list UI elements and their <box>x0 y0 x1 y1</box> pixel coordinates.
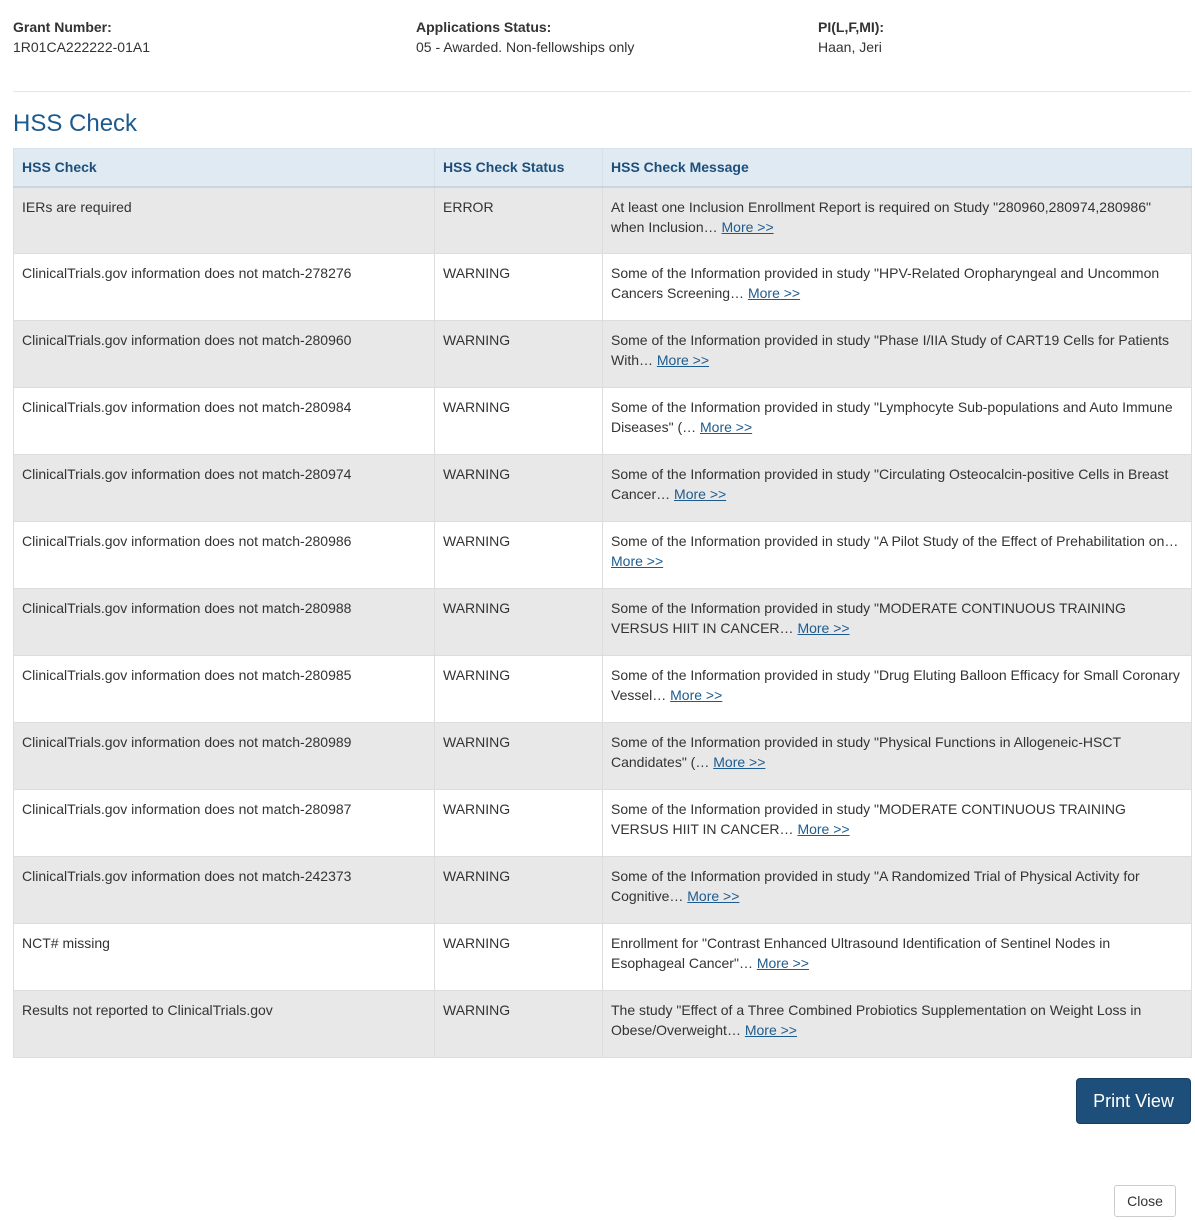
table-row <box>14 321 1192 388</box>
more-link[interactable]: More >> <box>713 754 766 770</box>
more-link[interactable]: More >> <box>797 620 850 636</box>
column-header-hss-check: HSS Check <box>14 149 435 187</box>
hss-message-cell <box>603 589 1192 656</box>
table-row <box>14 522 1192 589</box>
pi-label: PI(L,F,MI): <box>818 19 885 35</box>
hss-check-cell: ClinicalTrials.gov information does not match-280984 <box>14 388 435 455</box>
hss-message-cell <box>603 187 1192 254</box>
hss-message-cell <box>603 723 1192 790</box>
more-link[interactable]: More >> <box>656 352 710 368</box>
hss-check-cell: ClinicalTrials.gov information does not match-280987 <box>14 790 435 857</box>
hss-message-cell <box>603 254 1192 321</box>
more-link[interactable]: More >> <box>611 553 664 569</box>
more-link[interactable]: More >> <box>700 419 753 435</box>
table-header-row <box>14 149 1192 187</box>
hss-status-cell: ERROR <box>435 187 603 254</box>
hss-check-cell: IERs are required <box>14 187 435 254</box>
hss-message-text: Some of the Information provided in study "Circulating Osteocalcin-positive Cells in Breast Cancer… <box>611 466 1169 502</box>
grant-number-value: 1R01CA222222-01A1 <box>13 39 150 55</box>
table-row <box>14 187 1192 254</box>
hss-check-cell: ClinicalTrials.gov information does not match-280960 <box>14 321 435 388</box>
hss-message-cell <box>603 656 1192 723</box>
more-link[interactable]: More >> <box>747 285 801 301</box>
hss-status-cell: WARNING <box>435 455 603 522</box>
close-button[interactable]: Close <box>1114 1185 1176 1217</box>
table-row <box>14 723 1192 790</box>
section-title: HSS Check <box>13 110 138 137</box>
hss-check-cell: ClinicalTrials.gov information does not match-280985 <box>14 656 435 723</box>
hss-status-cell: WARNING <box>435 924 603 991</box>
hss-status-cell: WARNING <box>435 790 603 857</box>
hss-check-cell: ClinicalTrials.gov information does not match-278276 <box>14 254 435 321</box>
more-link[interactable]: More >> <box>674 486 727 502</box>
hss-status-cell: WARNING <box>435 321 603 388</box>
table-row <box>14 254 1192 321</box>
pi-value: Haan, Jeri <box>818 39 882 55</box>
hss-check-cell: NCT# missing <box>14 924 435 991</box>
hss-check-cell: ClinicalTrials.gov information does not match-242373 <box>14 857 435 924</box>
hss-check-cell: Results not reported to ClinicalTrials.gov <box>14 991 435 1058</box>
hss-message-text: Some of the Information provided in study "Phase I/IIA Study of CART19 Cells for Patients With… <box>611 332 1169 368</box>
hss-message-cell <box>603 790 1192 857</box>
hss-check-cell: ClinicalTrials.gov information does not match-280986 <box>14 522 435 589</box>
hss-message-cell <box>603 924 1192 991</box>
table-row <box>14 790 1192 857</box>
more-link[interactable]: More >> <box>744 1022 797 1038</box>
hss-status-cell: WARNING <box>435 388 603 455</box>
more-link[interactable]: More >> <box>756 955 809 971</box>
application-status-label: Applications Status: <box>416 19 552 35</box>
table-row <box>14 857 1192 924</box>
hss-status-cell: WARNING <box>435 589 603 656</box>
hss-message-text: At least one Inclusion Enrollment Report is required on Study "280960,280974,280986" when Inclusion… <box>611 198 1151 235</box>
table-row <box>14 924 1192 991</box>
table-body <box>14 187 1192 1058</box>
hss-message-text: Some of the Information provided in study "A Pilot Study of the Effect of Prehabilitation on… <box>611 533 1179 549</box>
header-divider <box>13 91 1191 92</box>
hss-message-text: Some of the Information provided in study "HPV-Related Oropharyngeal and Uncommon Cancers Screening… <box>611 265 1160 301</box>
hss-check-table <box>13 148 1192 1058</box>
hss-status-cell: WARNING <box>435 656 603 723</box>
hss-status-cell: WARNING <box>435 857 603 924</box>
table-row <box>14 589 1192 656</box>
grant-number-block <box>13 17 150 57</box>
hss-message-text: The study "Effect of a Three Combined Probiotics Supplementation on Weight Loss in Obese/Overweight… <box>611 1002 1142 1038</box>
hss-message-text: Enrollment for "Contrast Enhanced Ultrasound Identification of Sentinel Nodes in Esophageal Cancer"… <box>611 935 1111 971</box>
hss-message-text: Some of the Information provided in study "Physical Functions in Allogeneic-HSCT Candidates" (… <box>611 734 1121 770</box>
column-header-status: HSS Check Status <box>435 149 603 187</box>
table-row <box>14 656 1192 723</box>
table-row <box>14 991 1192 1058</box>
hss-check-cell: ClinicalTrials.gov information does not match-280989 <box>14 723 435 790</box>
application-status-block <box>416 17 634 57</box>
hss-status-cell: WARNING <box>435 254 603 321</box>
hss-message-cell <box>603 991 1192 1058</box>
grant-info-header <box>13 17 1191 57</box>
table-row <box>14 388 1192 455</box>
hss-check-cell: ClinicalTrials.gov information does not match-280988 <box>14 589 435 656</box>
grant-number-label: Grant Number: <box>13 19 112 35</box>
more-link[interactable]: More >> <box>721 218 774 235</box>
print-view-button[interactable]: Print View <box>1076 1078 1191 1124</box>
hss-message-cell <box>603 522 1192 589</box>
hss-message-text: Some of the Information provided in study "Lymphocyte Sub-populations and Auto Immune Diseases" (… <box>611 399 1173 435</box>
hss-status-cell: WARNING <box>435 522 603 589</box>
hss-status-cell: WARNING <box>435 723 603 790</box>
application-status-value: 05 - Awarded. Non-fellowships only <box>416 39 635 55</box>
more-link[interactable]: More >> <box>670 687 723 703</box>
column-header-message: HSS Check Message <box>603 149 1192 187</box>
hss-message-text: Some of the Information provided in study "A Randomized Trial of Physical Activity for Cognitive… <box>611 868 1140 904</box>
pi-block <box>818 17 884 57</box>
hss-message-cell <box>603 388 1192 455</box>
hss-message-text: Some of the Information provided in study "MODERATE CONTINUOUS TRAINING VERSUS HIIT IN CANCER… <box>611 801 1126 837</box>
hss-message-text: Some of the Information provided in study "MODERATE CONTINUOUS TRAINING VERSUS HIIT IN CANCER… <box>611 600 1126 636</box>
more-link[interactable]: More >> <box>797 821 850 837</box>
hss-message-cell <box>603 857 1192 924</box>
table-row <box>14 455 1192 522</box>
more-link[interactable]: More >> <box>687 888 740 904</box>
hss-status-cell: WARNING <box>435 991 603 1058</box>
hss-check-cell: ClinicalTrials.gov information does not match-280974 <box>14 455 435 522</box>
hss-message-cell <box>603 321 1192 388</box>
hss-message-text: Some of the Information provided in study "Drug Eluting Balloon Efficacy for Small Coronary Vessel… <box>611 667 1180 703</box>
hss-message-cell <box>603 455 1192 522</box>
